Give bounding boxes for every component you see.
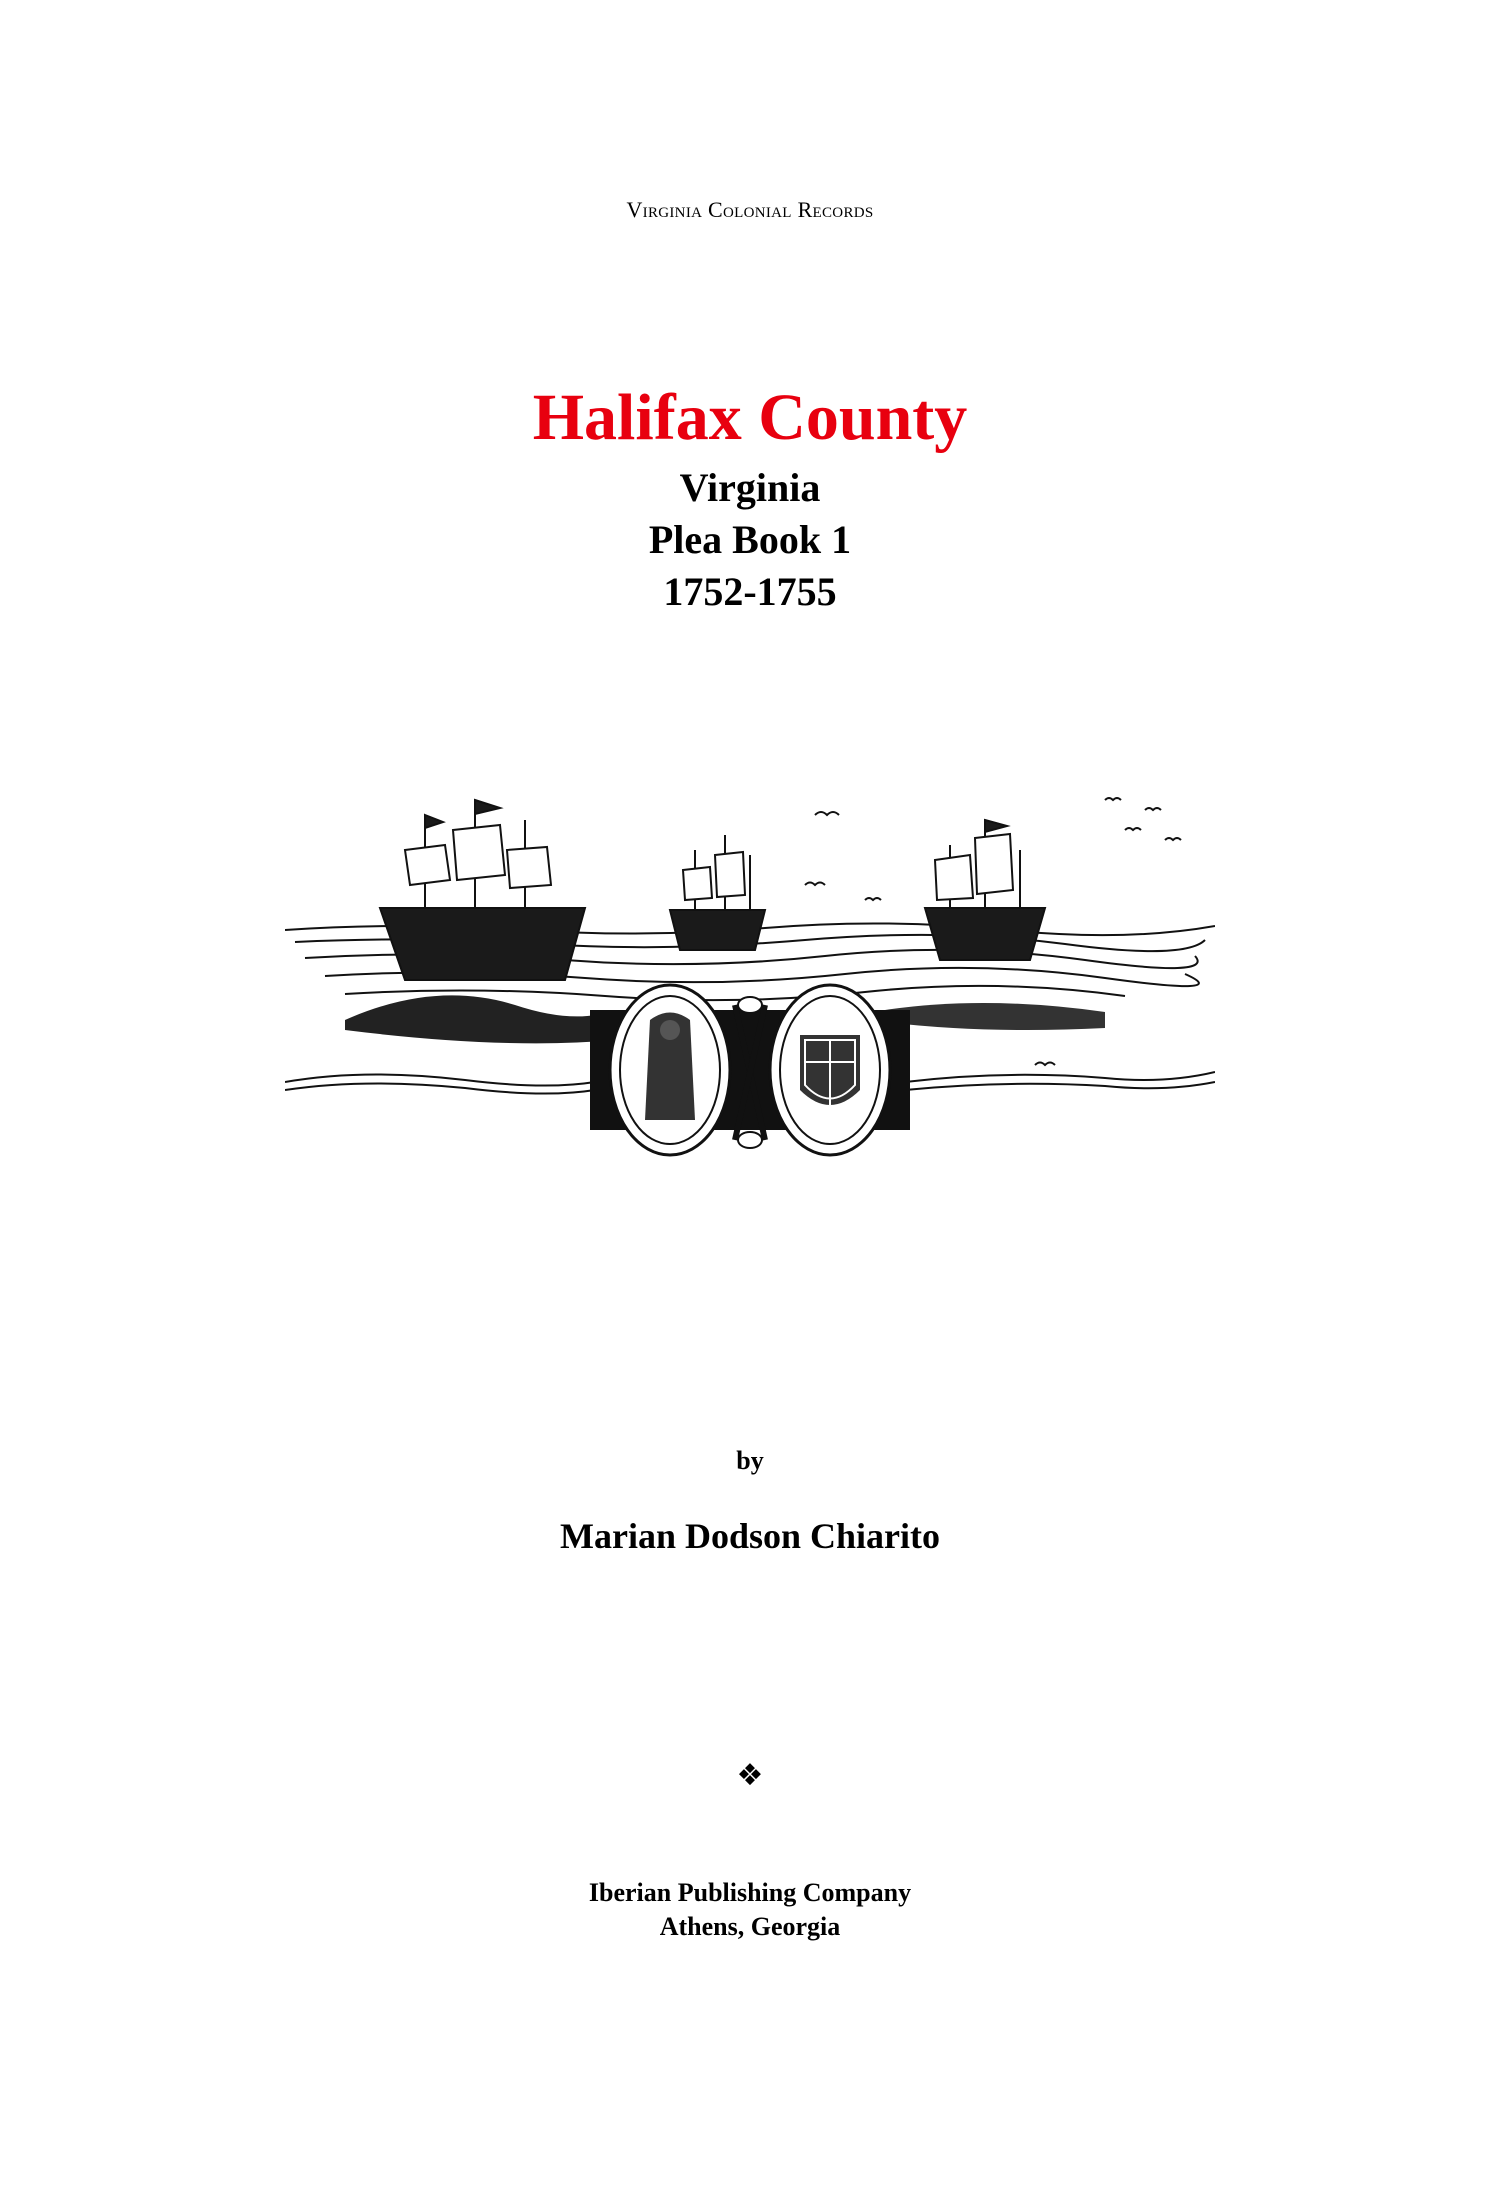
ornament-icon: ❖ (736, 1758, 764, 1793)
ship-left (380, 800, 585, 980)
book-title: Halifax County (532, 381, 968, 454)
subtitle-state: Virginia (679, 465, 821, 510)
ship-right (925, 820, 1045, 960)
seal-right (770, 985, 890, 1155)
publisher-name: Iberian Publishing Company (588, 1878, 912, 1907)
ships-and-seals-illustration (285, 790, 1215, 1180)
seal-left (610, 985, 730, 1155)
subtitle-book: Plea Book 1 (648, 517, 852, 562)
series-label: Virginia Colonial Records (626, 197, 874, 222)
author-name: Marian Dodson Chiarito (559, 1516, 941, 1556)
publisher-place: Athens, Georgia (659, 1912, 841, 1941)
ship-middle (670, 835, 765, 950)
subtitle-years: 1752-1755 (663, 569, 837, 614)
byline-by: by (736, 1446, 764, 1475)
